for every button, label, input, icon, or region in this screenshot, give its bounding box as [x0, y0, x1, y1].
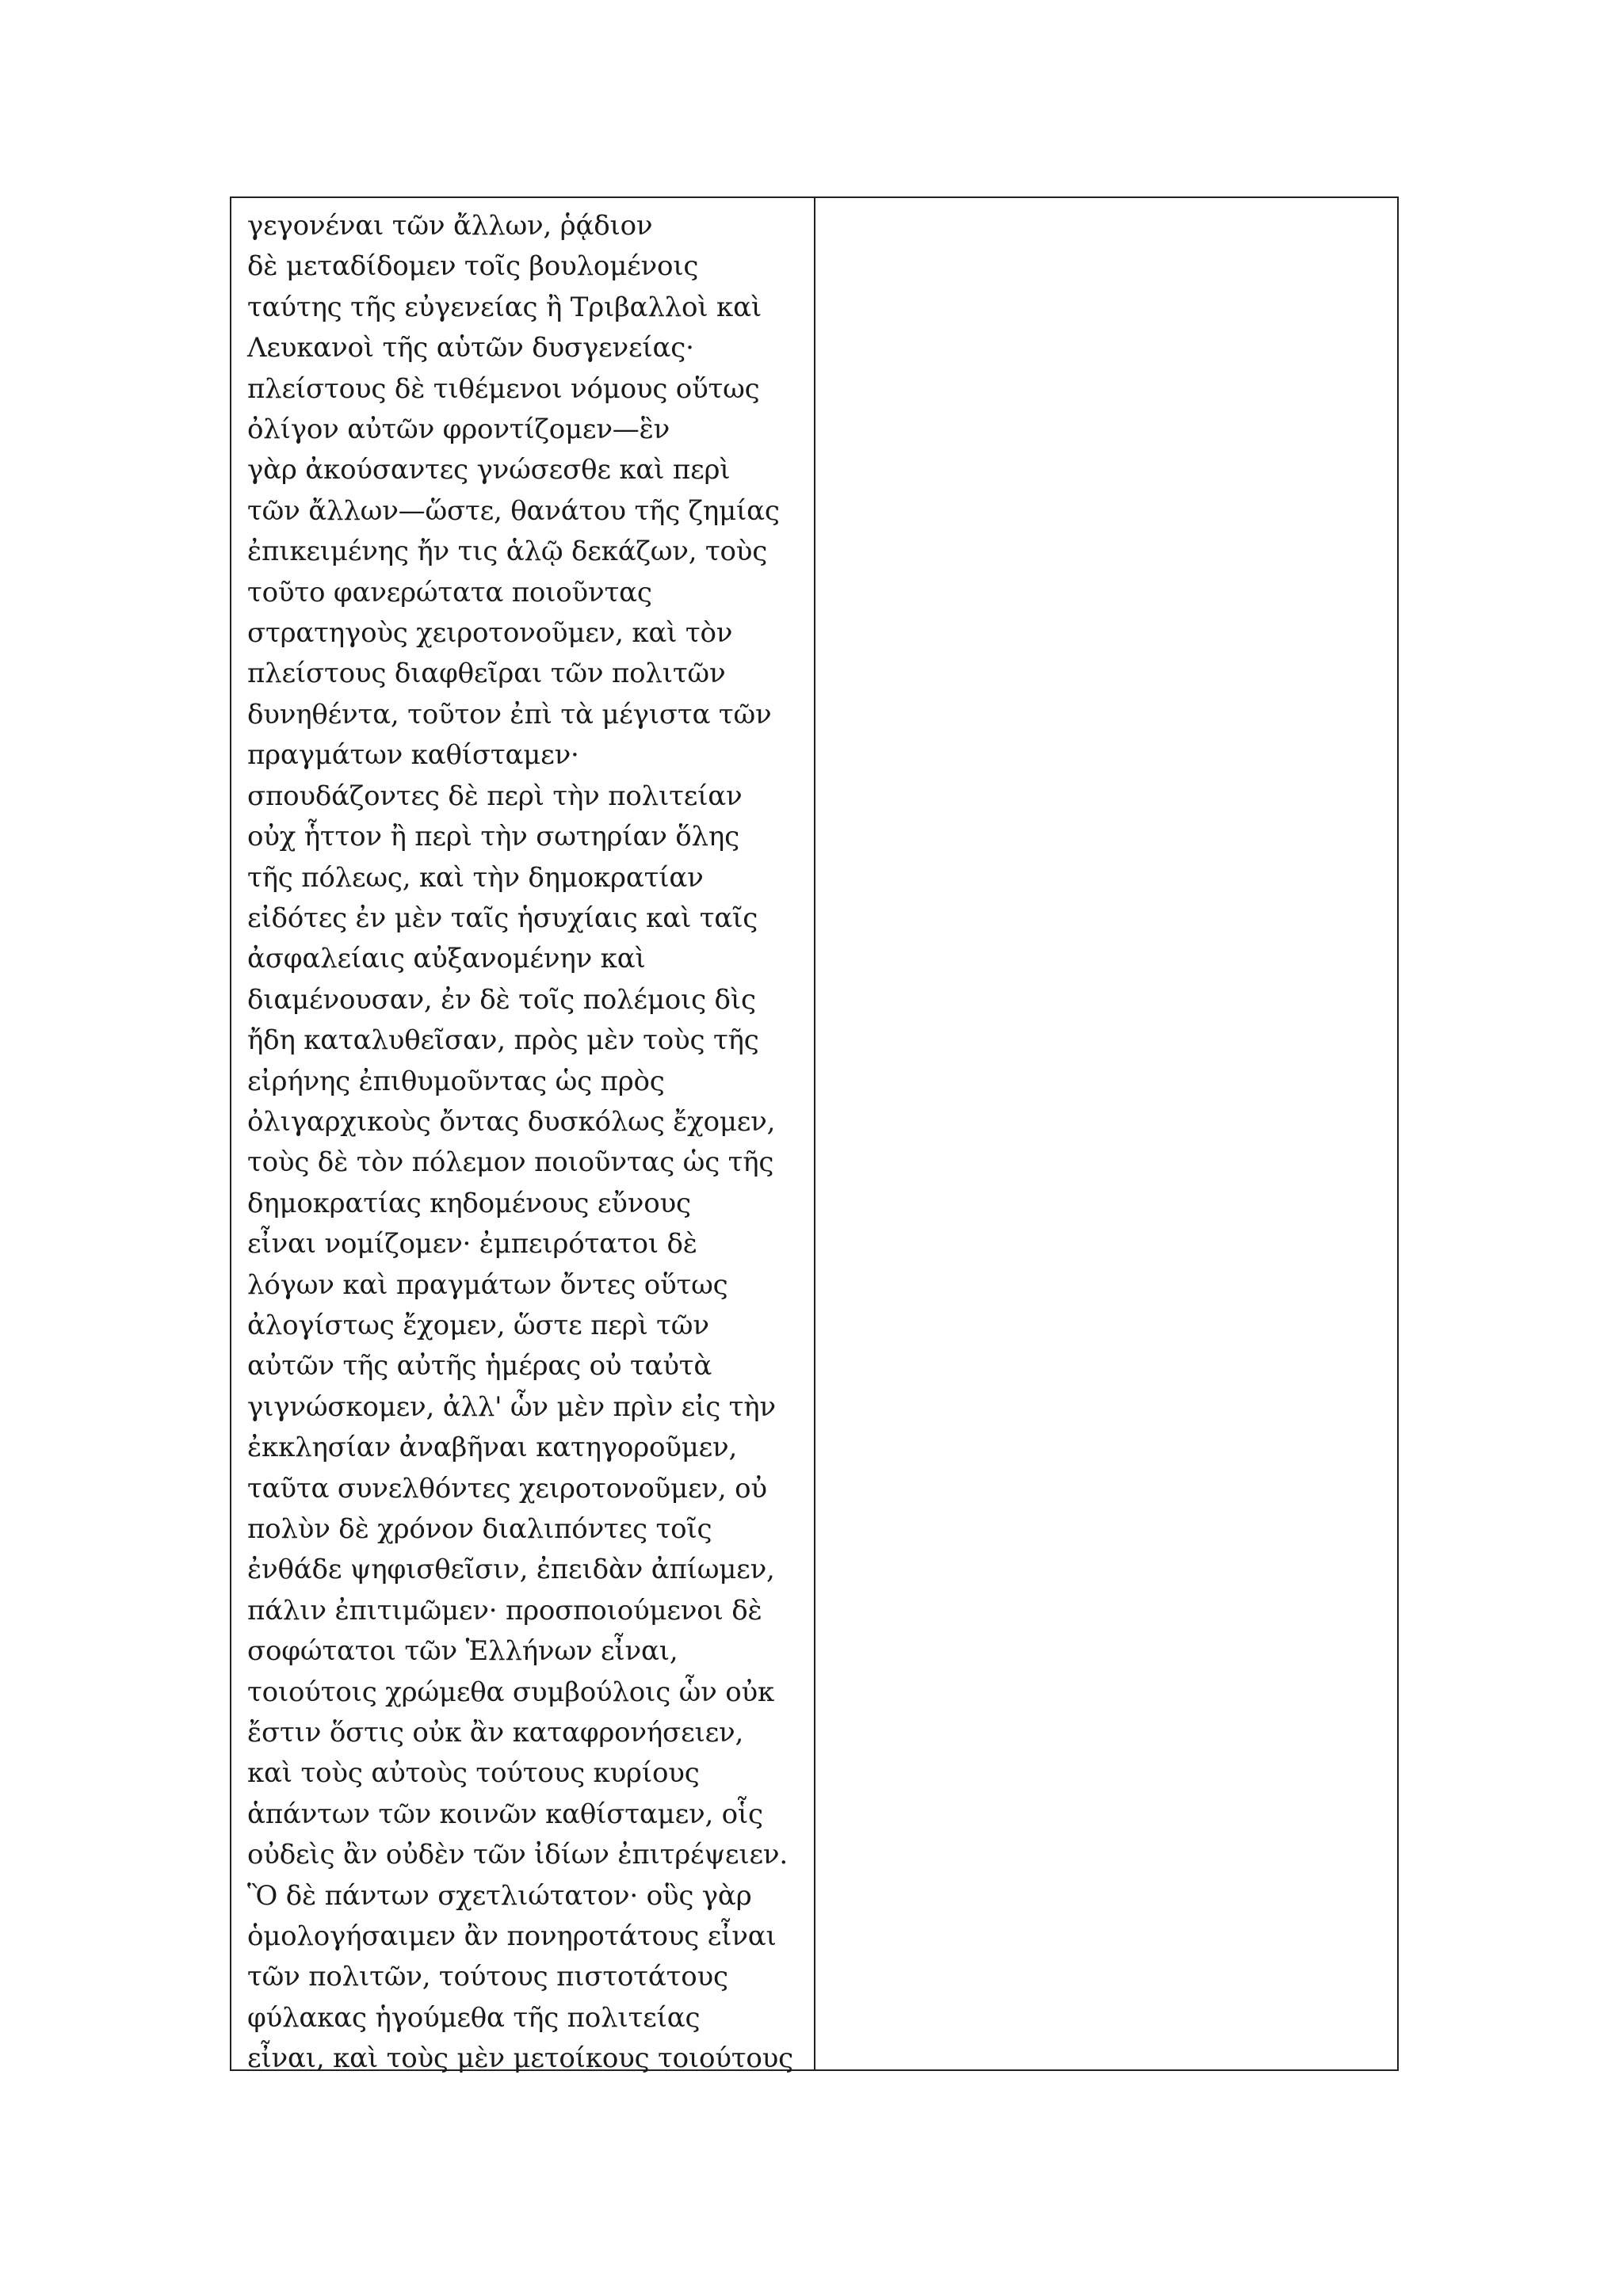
text-line: ἁπάντων τῶν κοινῶν καθίσταμεν, οἷς	[247, 1798, 763, 1830]
text-line: τῶν ἄλλων—ὥστε, θανάτου τῆς ζημίας	[247, 494, 780, 527]
text-line: πλείστους δὲ τιθέμενοι νόμους οὕτως	[247, 372, 760, 405]
text-line: αὐτῶν τῆς αὐτῆς ἡμέρας οὐ ταὐτὰ	[247, 1350, 712, 1383]
text-line: εἶναι, καὶ τοὺς μὲν μετοίκους τοιούτους	[247, 2042, 793, 2075]
text-line: ἐπικειμένης ἤν τις ἁλῷ δεκάζων, τοὺς	[247, 536, 768, 568]
text-line: ἀσφαλείαις αὐξανομένην καὶ	[247, 943, 646, 975]
text-line: πάλιν ἐπιτιμῶμεν· προσποιούμενοι δὲ	[247, 1594, 762, 1627]
text-line: στρατηγοὺς χειροτονοῦμεν, καὶ τὸν	[247, 617, 733, 650]
text-line: ὀλίγον αὐτῶν φροντίζομεν—ἓν	[247, 414, 670, 446]
text-line: εἰδότες ἐν μὲν ταῖς ἡσυχίαις καὶ ταῖς	[247, 902, 758, 934]
text-line: οὐδεὶς ἂν οὐδὲν τῶν ἰδίων ἐπιτρέψειεν.	[247, 1839, 788, 1871]
text-line: λόγων καὶ πραγμάτων ὄντες οὕτως	[247, 1268, 728, 1301]
text-line: ἐνθάδε ψηφισθεῖσιν, ἐπειδὰν ἀπίωμεν,	[247, 1554, 775, 1586]
text-line: ἀλογίστως ἔχομεν, ὥστε περὶ τῶν	[247, 1309, 709, 1341]
text-line: τοὺς δὲ τὸν πόλεμον ποιοῦντας ὡς τῆς	[247, 1146, 774, 1179]
text-line: γὰρ ἀκούσαντες γνώσεσθε καὶ περὶ	[247, 454, 731, 486]
text-line: φύλακας ἡγούμεθα τῆς πολιτείας	[247, 2001, 701, 2034]
text-line: εἰρήνης ἐπιθυμοῦντας ὡς πρὸς	[247, 1065, 665, 1097]
text-table	[230, 196, 1399, 2075]
text-line: πολὺν δὲ χρόνον διαλιπόντες τοῖς	[247, 1513, 712, 1545]
text-line: Ὃ δὲ πάντων σχετλιώτατον· οὓς γὰρ	[247, 1879, 752, 1912]
text-line: γεγονέναι τῶν ἄλλων, ῥᾴδιον	[247, 210, 653, 242]
text-line: δυνηθέντα, τοῦτον ἐπὶ τὰ μέγιστα τῶν	[247, 698, 772, 730]
text-line: Λευκανοὶ τῆς αὑτῶν δυσγενείας·	[247, 332, 694, 364]
text-line: οὐχ ἧττον ἢ περὶ τὴν σωτηρίαν ὅλης	[247, 821, 739, 853]
text-line: γιγνώσκομεν, ἀλλ' ὧν μὲν πρὶν εἰς τὴν	[247, 1390, 776, 1423]
text-line: ταύτης τῆς εὐγενείας ἢ Τριβαλλοὶ καὶ	[247, 291, 762, 323]
text-line: τοιούτοις χρώμεθα συμβούλοις ὧν οὐκ	[247, 1676, 775, 1708]
text-line: δημοκρατίας κηδομένους εὔνους	[247, 1187, 691, 1219]
text-line: τῶν πολιτῶν, τούτους πιστοτάτους	[247, 1961, 728, 1993]
text-line: πλείστους διαφθεῖραι τῶν πολιτῶν	[247, 658, 726, 690]
text-line: ταῦτα συνελθόντες χειροτονοῦμεν, οὐ	[247, 1472, 767, 1505]
text-line: ἐκκλησίαν ἀναβῆναι κατηγοροῦμεν,	[247, 1432, 738, 1464]
text-line: σοφώτατοι τῶν Ἑλλήνων εἶναι,	[247, 1635, 678, 1668]
text-line: ὁμολογήσαιμεν ἂν πονηροτάτους εἶναι	[247, 1920, 777, 1953]
text-line: διαμένουσαν, ἐν δὲ τοῖς πολέμοις δὶς	[247, 983, 756, 1016]
text-line: τῆς πόλεως, καὶ τὴν δημοκρατίαν	[247, 861, 704, 894]
greek-text-column	[231, 198, 815, 2075]
text-line: ἤδη καταλυθεῖσαν, πρὸς μὲν τοὺς τῆς	[247, 1024, 759, 1057]
text-line: σπουδάζοντες δὲ περὶ τὴν πολιτείαν	[247, 780, 743, 812]
text-line: εἶναι νομίζομεν· ἐμπειρότατοι δὲ	[247, 1228, 697, 1261]
text-line: καὶ τοὺς αὐτοὺς τούτους κυρίους	[247, 1757, 700, 1790]
text-line: πραγμάτων καθίσταμεν·	[247, 739, 579, 772]
text-line: τοῦτο φανερώτατα ποιοῦντας	[247, 576, 652, 608]
text-line: δὲ μεταδίδομεν τοῖς βουλομένοις	[247, 250, 699, 283]
text-line: ἔστιν ὅστις οὐκ ἂν καταφρονήσειεν,	[247, 1717, 744, 1749]
empty-translation-column	[815, 198, 1397, 2069]
text-line: ὀλιγαρχικοὺς ὄντας δυσκόλως ἔχομεν,	[247, 1105, 776, 1138]
